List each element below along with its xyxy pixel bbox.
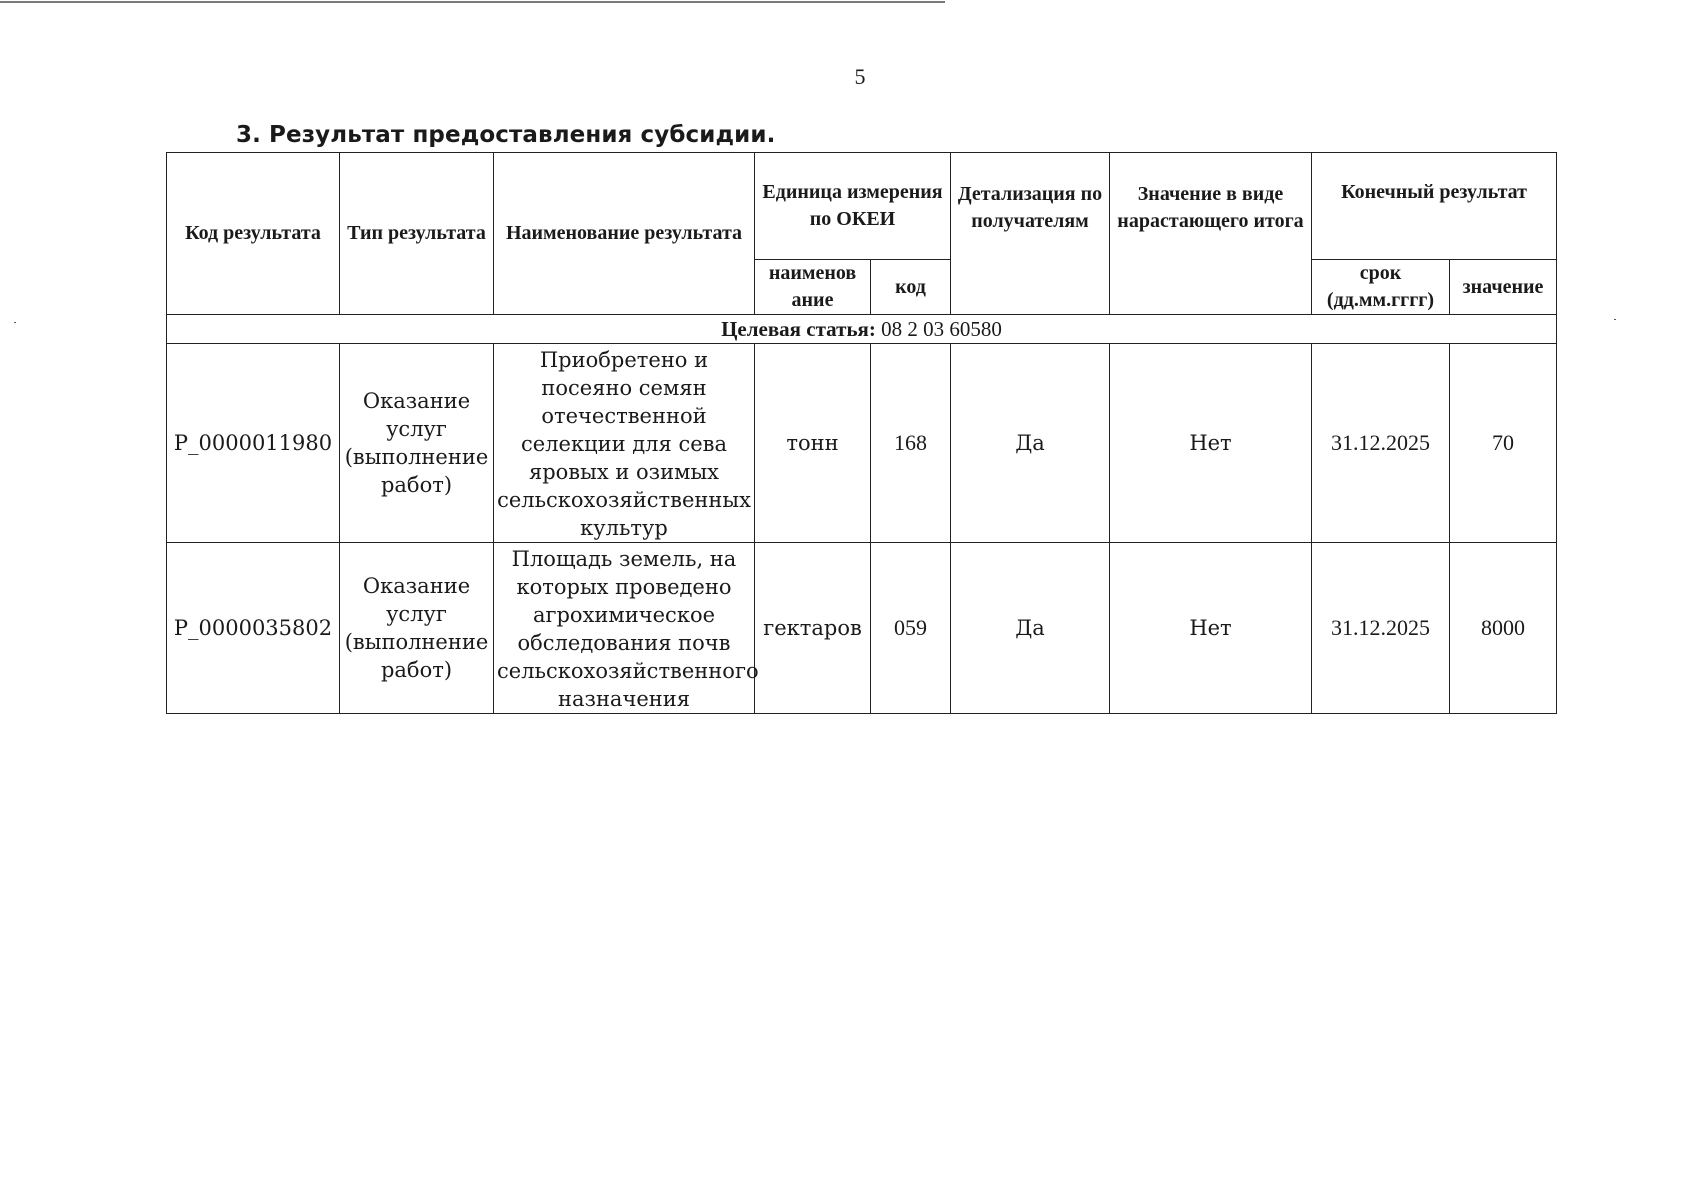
cell-unit: гектаров (755, 543, 871, 714)
cell-name: Площадь земель, на которых проведено агрохимическое обследования почв сельскохозяйственного назначения (494, 543, 755, 714)
cell-type: Оказание услуг (выполнение работ) (340, 543, 494, 714)
scan-speck (1614, 319, 1616, 320)
cell-detail: Да (951, 543, 1110, 714)
header-code: Код результата (167, 153, 340, 315)
scan-speck (14, 322, 16, 323)
header-okei-name: наименов ание (755, 260, 871, 315)
target-article-value: 08 2 03 60580 (881, 317, 1002, 341)
table-header-row (167, 153, 1557, 260)
cell-unit-code: 168 (871, 344, 951, 543)
table-row (167, 344, 1557, 543)
cell-type: Оказание услуг (выполнение работ) (340, 344, 494, 543)
header-detail: Детализация по получателям (951, 153, 1110, 315)
cell-code: P_0000035802 (167, 543, 340, 714)
cell-unit: тонн (755, 344, 871, 543)
cell-code: P_0000011980 (167, 344, 340, 543)
cell-unit-code: 059 (871, 543, 951, 714)
results-table (166, 152, 1557, 714)
page-number: 5 (854, 64, 866, 89)
target-article (167, 315, 1557, 344)
scan-edge-line (0, 1, 945, 3)
header-okei-code: код (871, 260, 951, 315)
section-title: 3. Результат предоставления субсидии. (236, 122, 776, 148)
target-article-row (167, 315, 1557, 344)
table-row (167, 543, 1557, 714)
header-cumulative: Значение в виде нарастающего итога (1110, 153, 1312, 315)
header-name: Наименование результата (494, 153, 755, 315)
target-article-label: Целевая статья: (721, 317, 876, 341)
header-final: Конечный результат (1312, 153, 1557, 260)
cell-date: 31.12.2025 (1312, 344, 1450, 543)
cell-name: Приобретено и посеяно семян отечественной селекции для сева яровых и озимых сельскохозяйственных культур (494, 344, 755, 543)
cell-value: 70 (1450, 344, 1557, 543)
cell-date: 31.12.2025 (1312, 543, 1450, 714)
header-type: Тип результата (340, 153, 494, 315)
cell-value: 8000 (1450, 543, 1557, 714)
header-okei: Единица измерения по ОКЕИ (755, 153, 951, 260)
cell-cumulative: Нет (1110, 543, 1312, 714)
cell-cumulative: Нет (1110, 344, 1312, 543)
cell-detail: Да (951, 344, 1110, 543)
header-final-date: срок (дд.мм.гггг) (1312, 260, 1450, 315)
header-final-value: значение (1450, 260, 1557, 315)
